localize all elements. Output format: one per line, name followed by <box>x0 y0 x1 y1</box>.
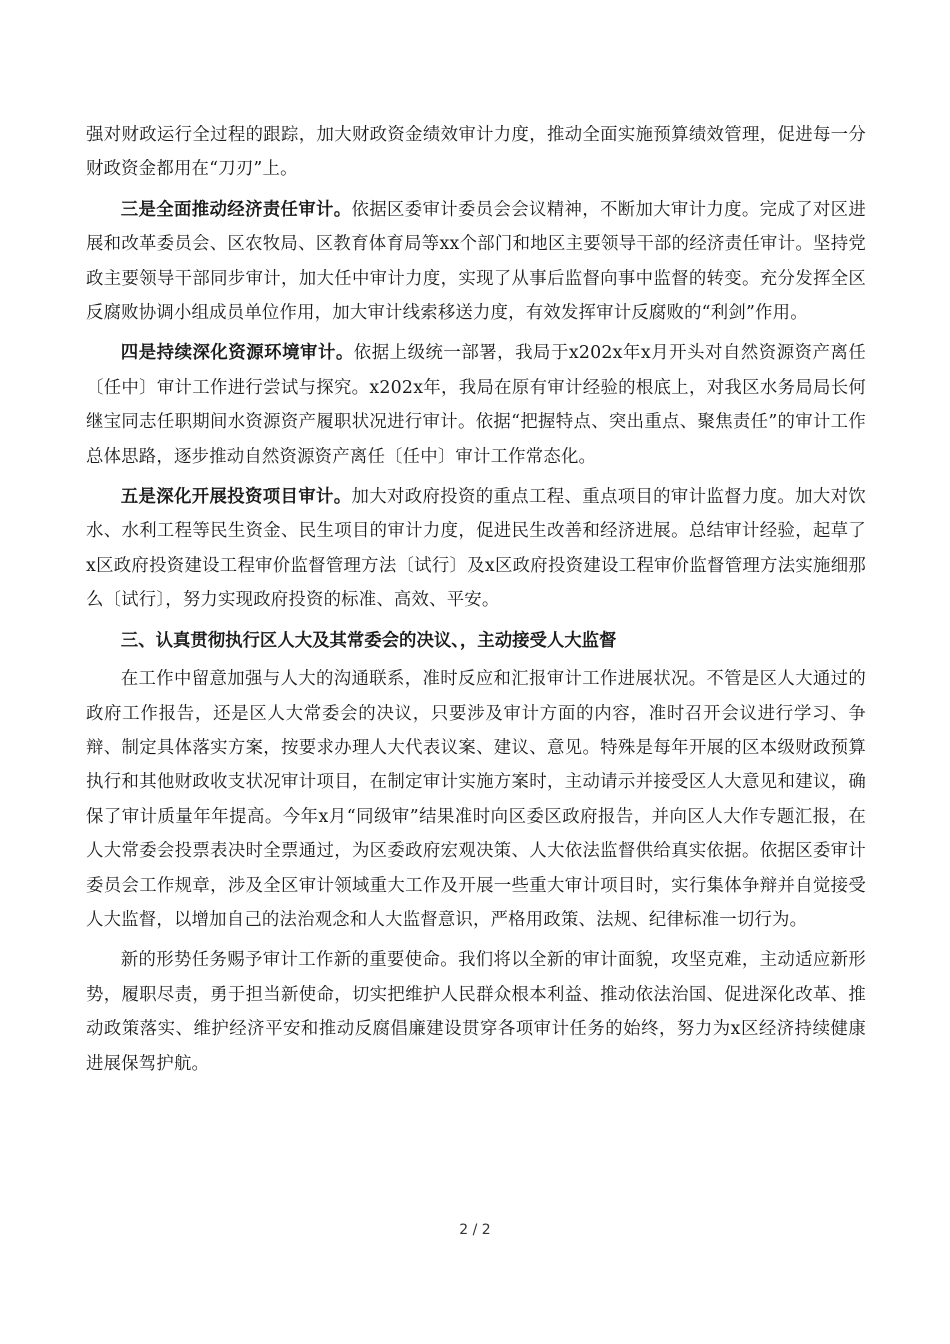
page-number: 2 / 2 <box>459 1222 491 1238</box>
document-body <box>86 118 866 1087</box>
paragraph-lead: 五是深化开展投资项目审计。 <box>120 487 352 508</box>
paragraph-lead: 四是持续深化资源环境审计。 <box>120 343 354 364</box>
paragraph-lead: 三是全面推动经济责任审计。 <box>120 199 352 220</box>
paragraph-investment-project-audit <box>86 480 866 618</box>
paragraph-text: 强对财政运行全过程的跟踪，加大财政资金绩效审计力度，推动全面实施预算绩效管理，促进每一分财政资金都用在“刀刃”上。 <box>86 125 866 180</box>
paragraph-text: 依据上级统一部署，我局于x202x年x月开头对自然资源资产离任〔任中〕审计工作进行尝试与探究。x202x年，我局在原有审计经验的根底上，对我区水务局局长何继宝同志任职期间水资源资产履职状况进行审计。依据“把握特点、突出重点、聚焦责任”的审计工作总体思路，逐步推动自然资源资产离任〔任中〕审计工作常态化。 <box>86 343 866 467</box>
paragraph-text: 依据区委审计委员会会议精神，不断加大审计力度。完成了对区进展和改革委员会、区农牧局、区教育体育局等xx个部门和地区主要领导干部的经济责任审计。坚持党政主要领导干部同步审计，加大任中审计力度，实现了从事后监督向事中监督的转变。充分发挥全区反腐败协调小组成员单位作用，加大审计线索移送力度，有效发挥审计反腐败的“利剑”作用。 <box>86 199 866 324</box>
paragraph-text: 加大对政府投资的重点工程、重点项目的审计监督力度。加大对饮水、水利工程等民生资金、民生项目的审计力度，促进民生改善和经济进展。总结审计经验，起草了x区政府投资建设工程审价监督管理方法〔试行〕及x区政府投资建设工程审价监督管理方法实施细那么〔试行〕，努力实现政府投资的标准、高效、平安。 <box>86 487 866 611</box>
section-heading: 三、认真贯彻执行区人大及其常委会的决议、，主动接受人大监督 <box>120 630 617 651</box>
paragraph-resource-environment-audit <box>86 336 866 474</box>
paragraph-npc-supervision <box>86 662 866 937</box>
paragraph-conclusion <box>86 943 866 1081</box>
paragraph-text: 在工作中留意加强与人大的沟通联系，准时反应和汇报审计工作进展状况。不管是区人大通过的政府工作报告，还是区人大常委会的决议，只要涉及审计方面的内容，准时召开会议进行学习、争辩、制定具体落实方案，按要求办理人大代表议案、建议、意见。特殊是每年开展的区本级财政预算执行和其他财政收支状况审计项目，在制定审计实施方案时，主动请示并接受区人大意见和建议，确保了审计质量年年提高。今年x月“同级审”结果准时向区委区政府报告，并向区人大作专题汇报，在人大常委会投票表决时全票通过，为区委政府宏观决策、人大依法监督供给真实依据。依据区委审计委员会工作规章，涉及全区审计领域重大工作及开展一些重大审计项目时，实行集体争辩并自觉接受人大监督，以增加自己的法治观念和人大监督意识，严格用政策、法规、纪律标准一切行为。 <box>86 669 866 930</box>
paragraph-continuation <box>86 118 866 187</box>
paragraph-economic-responsibility-audit <box>86 193 866 331</box>
paragraph-text: 新的形势任务赐予审计工作新的重要使命。我们将以全新的审计面貌，攻坚克难，主动适应新形势，履职尽责，勇于担当新使命，切实把维护人民群众根本利益、推动依法治国、促进深化改革、推动政策落实、维护经济平安和推动反腐倡廉建设贯穿各项审计任务的始终，努力为x区经济持续健康进展保驾护航。 <box>86 950 866 1074</box>
